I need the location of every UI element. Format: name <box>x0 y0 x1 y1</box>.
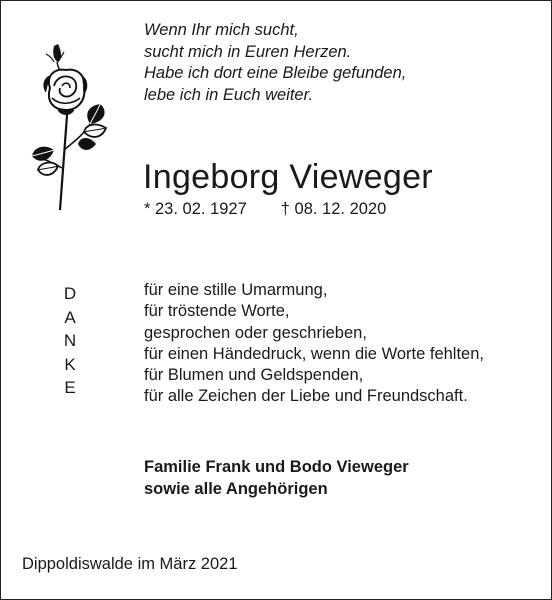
thanks-line: für tröstende Worte, <box>144 302 290 321</box>
family-signature <box>144 457 409 500</box>
family-line: sowie alle Angehörigen <box>144 479 328 498</box>
thanks-line: für eine stille Umarmung, <box>144 281 328 299</box>
thanks-list <box>144 280 484 408</box>
life-dates <box>144 200 386 219</box>
thanks-line: für einen Händedruck, wenn die Worte fehlten, <box>144 344 484 363</box>
danke-letter: A <box>64 307 76 327</box>
rose-icon <box>24 40 114 212</box>
place-date: Dippoldiswalde im März 2021 <box>22 555 238 573</box>
family-line: Familie Frank und Bodo Vieweger <box>144 458 409 476</box>
thanks-line: für Blumen und Geldspenden, <box>144 366 364 385</box>
danke-vertical <box>60 282 80 400</box>
danke-letter: N <box>63 331 77 350</box>
birth-date: * 23. 02. 1927 <box>144 200 247 218</box>
poem <box>144 20 406 106</box>
poem-line: Habe ich dort eine Bleibe gefunden, <box>144 64 407 82</box>
death-date: † 08. 12. 2020 <box>280 200 387 218</box>
poem-line: sucht mich in Euren Herzen. <box>144 42 352 61</box>
thanks-line: gesprochen oder geschrieben, <box>144 323 367 342</box>
poem-line: lebe ich in Euch weiter. <box>144 85 314 104</box>
poem-line: Wenn Ihr mich sucht, <box>144 21 299 39</box>
danke-letter: E <box>64 378 76 397</box>
deceased-name: Ingeborg Vieweger <box>143 158 433 196</box>
danke-letter: D <box>63 284 77 303</box>
danke-letter: K <box>64 354 76 374</box>
thanks-line: für alle Zeichen der Liebe und Freundschaft. <box>144 387 468 406</box>
